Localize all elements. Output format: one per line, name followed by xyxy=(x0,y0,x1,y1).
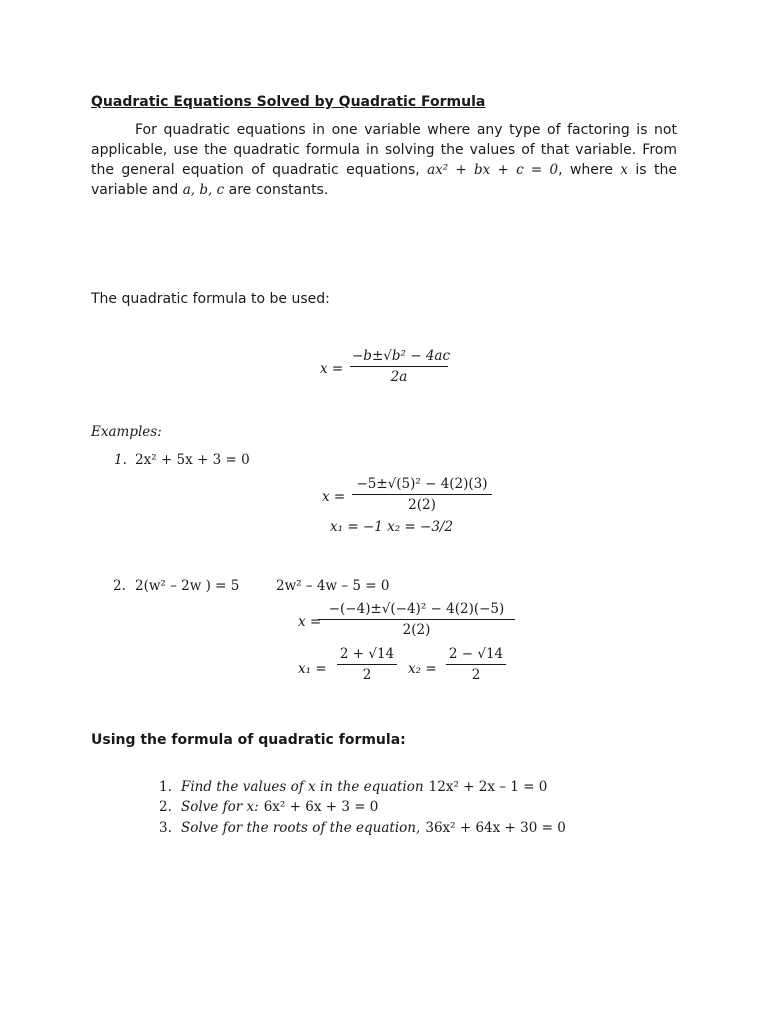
formula-lhs: x = xyxy=(320,361,344,377)
example-2-number: 2. xyxy=(113,578,126,594)
example-2-equation: 2(w² – 2w ) = 5 xyxy=(135,578,240,594)
formula-numerator: −b±√b² − 4ac xyxy=(350,348,448,367)
example-2-denominator: 2(2) xyxy=(402,622,431,638)
exercise-number: 2. xyxy=(159,799,172,815)
exercises-title: Using the formula of quadratic formula: xyxy=(91,732,406,748)
page-title: Quadratic Equations Solved by Quadratic Formula xyxy=(91,94,486,110)
example-2-x1-numerator: 2 + √14 xyxy=(337,646,397,665)
examples-label: Examples: xyxy=(91,424,162,440)
formula-denominator: 2a xyxy=(390,369,408,385)
example-1-number: 1. xyxy=(114,452,127,468)
example-2-x2-fraction xyxy=(446,646,506,683)
exercise-item xyxy=(159,796,378,815)
exercise-text: Solve for the roots of the equation, xyxy=(180,820,421,836)
example-2-x1-label: x₁ = xyxy=(298,661,327,677)
example-2-x2-label: x₂ = xyxy=(408,661,437,677)
intro-text-1: For quadratic equations in one variable where any type of factoring is not applicable, use the quadratic formula in solving the values of that variable. From the general equation of quadratic equations, xyxy=(91,122,677,178)
formula-intro: The quadratic formula to be used: xyxy=(91,291,330,307)
exercise-equation: 36x² + 64x + 30 = 0 xyxy=(425,820,566,836)
example-1-equation: 2x² + 5x + 3 = 0 xyxy=(135,452,250,468)
intro-text-2: , where xyxy=(558,162,613,178)
constants: a, b, c xyxy=(182,182,225,198)
example-1-denominator: 2(2) xyxy=(408,497,436,513)
example-2-standard-form: 2w² – 4w – 5 = 0 xyxy=(276,578,390,594)
exercise-number: 1. xyxy=(159,779,172,795)
intro-text-4: are constants. xyxy=(228,182,329,198)
example-2-fraction xyxy=(318,601,515,638)
exercise-equation: 6x² + 6x + 3 = 0 xyxy=(263,799,379,815)
example-1-fraction xyxy=(352,476,492,513)
exercise-number: 3. xyxy=(159,820,172,836)
example-2-numerator: −(−4)±√(−4)² − 4(2)(−5) xyxy=(318,601,515,620)
example-1-numerator: −5±√(5)² − 4(2)(3) xyxy=(352,476,492,495)
example-2-x2-numerator: 2 − √14 xyxy=(446,646,506,665)
example-2-x1-fraction xyxy=(337,646,397,683)
intro-paragraph xyxy=(91,120,677,200)
example-2-x2-denominator: 2 xyxy=(471,667,481,683)
example-2-x1-denominator: 2 xyxy=(362,667,372,683)
exercise-item xyxy=(159,817,566,836)
example-2-lhs: x = xyxy=(298,614,322,630)
formula-fraction xyxy=(350,348,451,385)
variable-x: x xyxy=(620,162,628,178)
exercise-equation: 12x² + 2x – 1 = 0 xyxy=(428,779,548,795)
general-equation: ax² + bx + c = 0 xyxy=(427,162,559,178)
intro-text-3: is the variable and xyxy=(91,162,677,198)
example-1-roots: x₁ = −1 x₂ = −3/2 xyxy=(330,519,454,535)
exercise-item xyxy=(159,776,547,795)
exercise-text: Find the values of x in the equation xyxy=(180,779,424,795)
example-1-lhs: x = xyxy=(322,489,346,505)
exercise-text: Solve for x: xyxy=(180,799,259,815)
